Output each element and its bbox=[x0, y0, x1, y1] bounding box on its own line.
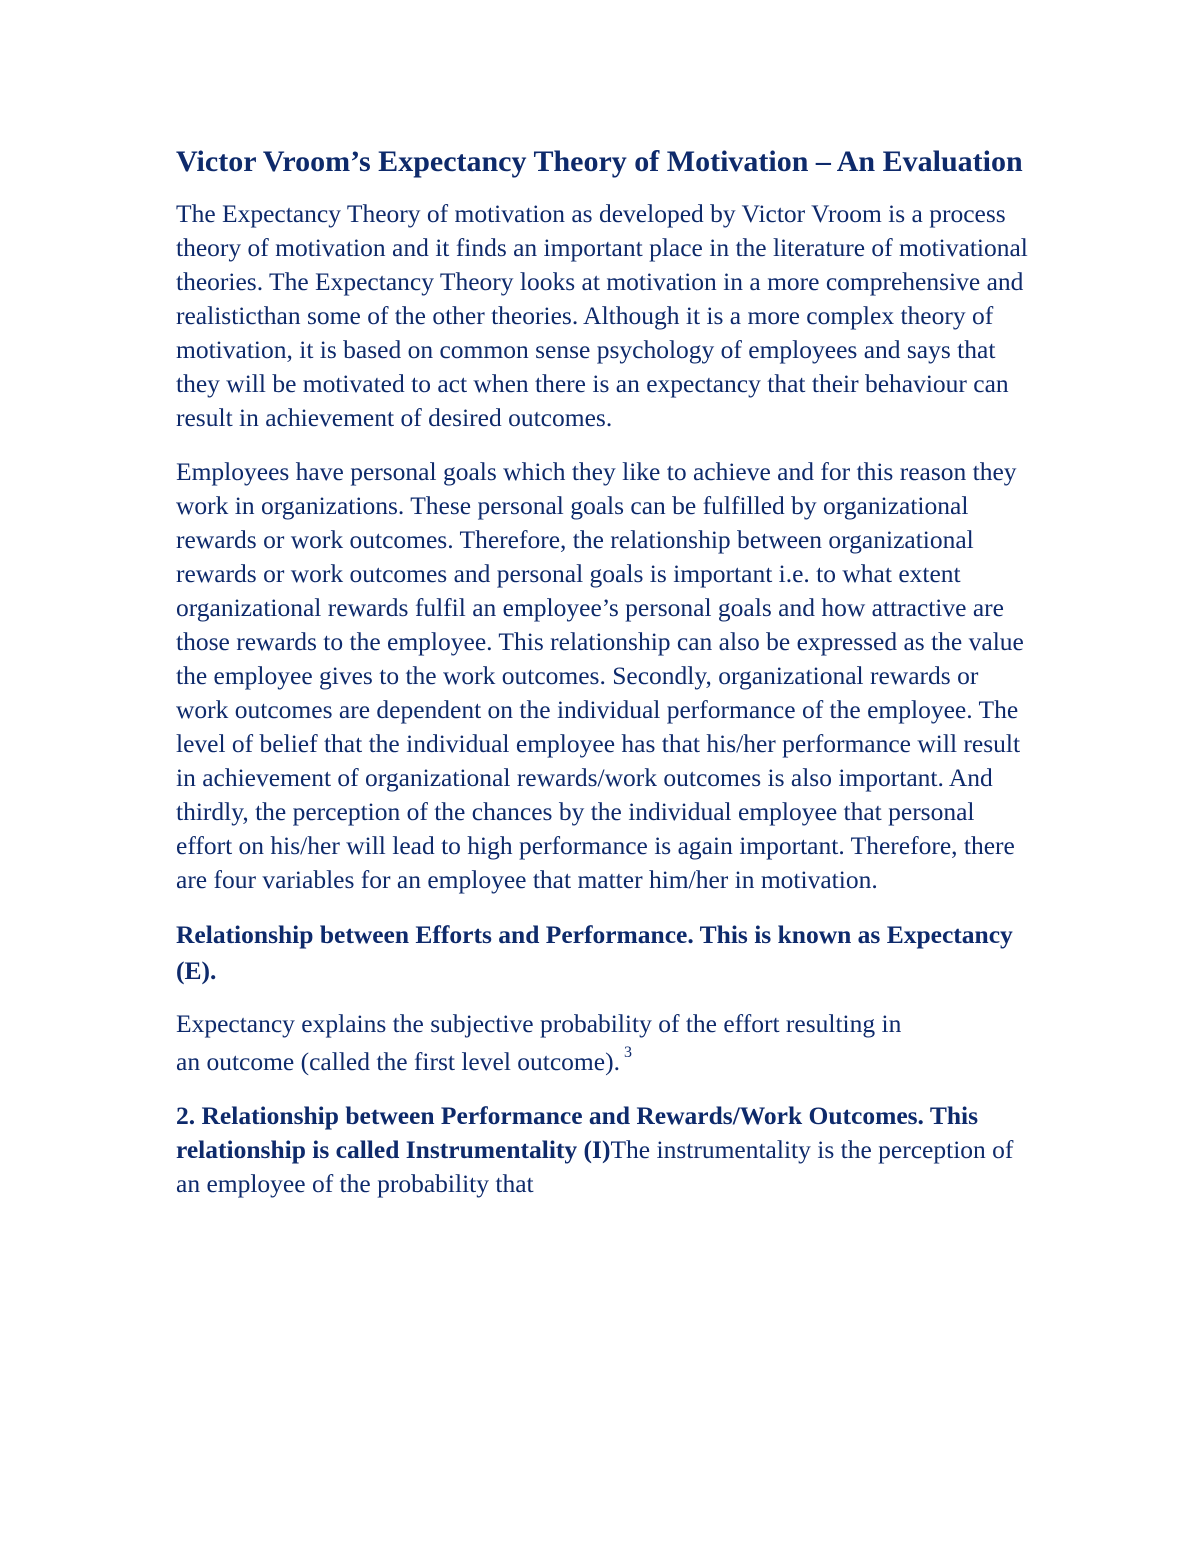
instrumentality-text: The instrumentality is the perception of an employee of the probability that bbox=[176, 1135, 1014, 1198]
paragraph-expectancy-line1: Expectancy explains the subjective probability of the effort resulting in bbox=[176, 1009, 902, 1038]
document-title: Victor Vroom’s Expectancy Theory of Motivation – An Evaluation bbox=[176, 145, 1023, 178]
paragraph-intro: The Expectancy Theory of motivation as developed by Victor Vroom is a process theory of motivation and it finds an important place in the literature of motivational theories. The Expectancy Theory looks at motivation in a more comprehensive and realisticthan some of the other theories. Although it is a more complex theory of motivation, it is based on common sense psychology of employees and says that they will be motivated to act when there is an expectancy that their behaviour can result in achievement of desired outcomes. bbox=[176, 199, 1028, 432]
section-heading-expectancy: Relationship between Efforts and Performance. This is known as Expectancy (E). bbox=[176, 920, 1013, 985]
paragraph-variables: Employees have personal goals which they like to achieve and for this reason they work in organizations. These personal goals can be fulfilled by organizational rewards or work outcomes. Therefore, the relationship between organizational rewards or work outcomes and personal goals is important i.e. to what extent organizational rewards fulfil an employee’s personal goals and how attractive are those rewards to the employee. This relationship can also be expressed as the value the employee gives to the work outcomes. Secondly, organizational rewards or work outcomes are dependent on the individual performance of the employee. The level of belief that the individual employee has that his/her performance will result in achievement of organizational rewards/work outcomes is also important. And thirdly, the perception of the chances by the individual employee that personal effort on his/her will lead to high performance is again important. Therefore, there are four variables for an employee that matter him/her in motivation. bbox=[176, 457, 1024, 894]
section-heading-instrumentality bbox=[176, 1099, 1036, 1201]
document-body bbox=[176, 142, 1036, 1201]
paragraph-expectancy-line2 bbox=[176, 1045, 632, 1079]
footnote-reference: 3 bbox=[623, 1043, 632, 1061]
paragraph-expectancy-line2-text: an outcome (called the first level outcome). bbox=[176, 1047, 620, 1076]
paragraph-expectancy bbox=[176, 1007, 1036, 1079]
instrumentality-heading-bold: 2. Relationship between Performance and Rewards/Work Outcomes. This relationship is called Instrumentality (I) bbox=[176, 1101, 979, 1164]
